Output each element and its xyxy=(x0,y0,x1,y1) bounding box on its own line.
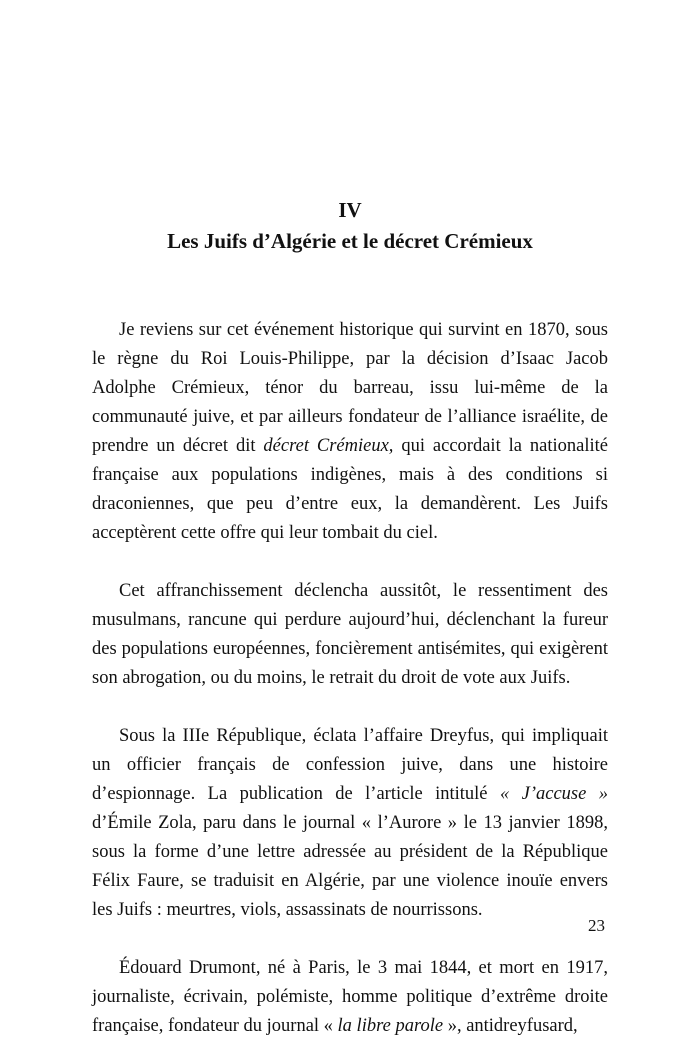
chapter-title: Les Juifs d’Algérie et le décret Crémieux xyxy=(167,229,533,253)
paragraph-drumont xyxy=(92,954,608,1041)
paragraph-dreyfus xyxy=(92,722,608,925)
paragraph-text: Sous la IIIe République, éclata l’affaire Dreyfus, qui impliquait un officier français de confession juive, dans une histoire d’espionnage. La publication de l’article intitulé xyxy=(92,726,608,804)
paragraph-text: d’Émile Zola, paru dans le journal « l’Aurore » le 13 janvier 1898, sous la forme d’une lettre adressée au président de la République Félix Faure, se traduisit en Algérie, par une violence inouïe envers les Juifs : meurtres, viols, assassinats de nourrissons. xyxy=(92,813,608,920)
paragraph-cremieux-decree xyxy=(92,316,608,548)
paragraph-text: Édouard Drumont, né à Paris, le 3 mai 1844, et mort en 1917, journaliste, écrivain, polémiste, homme politique d’extrême droite française, fondateur du journal « xyxy=(92,958,608,1036)
chapter-number: IV xyxy=(338,198,362,222)
italic-term: décret Crémieux, xyxy=(263,436,394,456)
paragraph-text: Cet affranchissement déclencha aussitôt, le ressentiment des musulmans, rancune qui perdure aujourd’hui, déclenchant la fureur des populations européennes, foncièrement antisémites, qui exigèrent son abrogation, ou du moins, le retrait du droit de vote aux Juifs. xyxy=(92,581,608,688)
paragraph-text: Je reviens sur cet événement historique qui survint en 1870, sous le règne du Roi Louis-Philippe, par la décision d’Isaac Jacob Adolphe Crémieux, ténor du barreau, issu lui-même de la communauté juive, et par ailleurs fondateur de l’alliance israélite, de prendre un décret dit xyxy=(92,320,608,456)
italic-term: la libre parole xyxy=(337,1016,444,1036)
paragraph-resentment xyxy=(92,577,608,693)
italic-term: « J’accuse » xyxy=(499,784,608,804)
body-text xyxy=(92,316,608,1041)
paragraph-text: », antidreyfusard, xyxy=(443,1016,578,1036)
paragraph-text: qui accordait la nationalité française aux populations indigènes, mais à des conditions si draconiennes, que peu d’entre eux, la demandèrent. Les Juifs acceptèrent cette offre qui leur tombait du ciel. xyxy=(92,436,608,543)
page-number: 23 xyxy=(588,916,605,935)
